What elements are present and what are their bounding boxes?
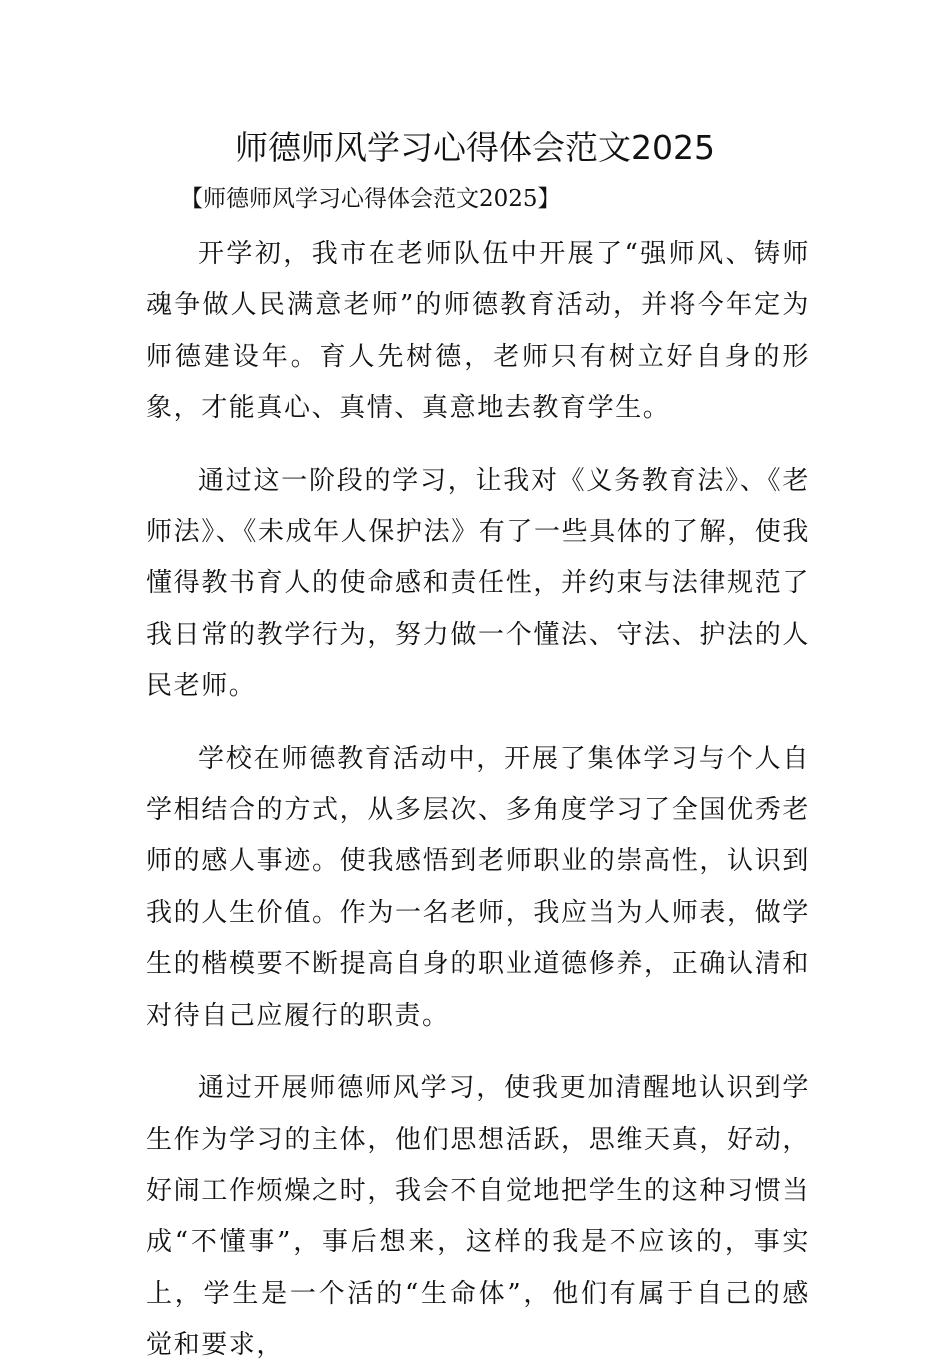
paragraph-1: 开学初，我市在老师队伍中开展了“强师风、铸师魂争做人民满意老师”的师德教育活动，并将今年定为师德建设年。育人先树德，老师只有树立好自身的形象，才能真心、真情、真意地去教育学生。 — [146, 239, 810, 424]
paragraph-4: 通过开展师德师风学习，使我更加清醒地认识到学生作为学习的主体，他们思想活跃，思维天真，好动，好闹工作烦燥之时，我会不自觉地把学生的这种习惯当成“不懂事”，事后想来，这样的我是不应该的，事实上，学生是一个活的“生命体”，他们有属于自己的感觉和要求， — [146, 1073, 810, 1361]
paragraph-3: 学校在师德教育活动中，开展了集体学习与个人自学相结合的方式，从多层次、多角度学习了全国优秀老师的感人事迹。使我感悟到老师职业的崇高性，认识到我的人生价值。作为一名老师，我应当为人师表，做学生的楷模要不断提高自身的职业道德修养，正确认清和对待自己应履行的职责。 — [146, 743, 810, 1031]
document-title: 师德师风学习心得体会范文2025 — [235, 128, 715, 167]
paragraph-2: 通过这一阶段的学习，让我对《义务教育法》、《老师法》、《未成年人保护法》有了一些具体的了解，使我懂得教书育人的使命感和责任性，并约束与法律规范了我日常的教学行为，努力做一个懂法、守法、护法的人民老师。 — [146, 465, 811, 702]
document-subtitle: 【师德师风学习心得体会范文2025】 — [180, 186, 561, 212]
document-body — [146, 229, 810, 1372]
